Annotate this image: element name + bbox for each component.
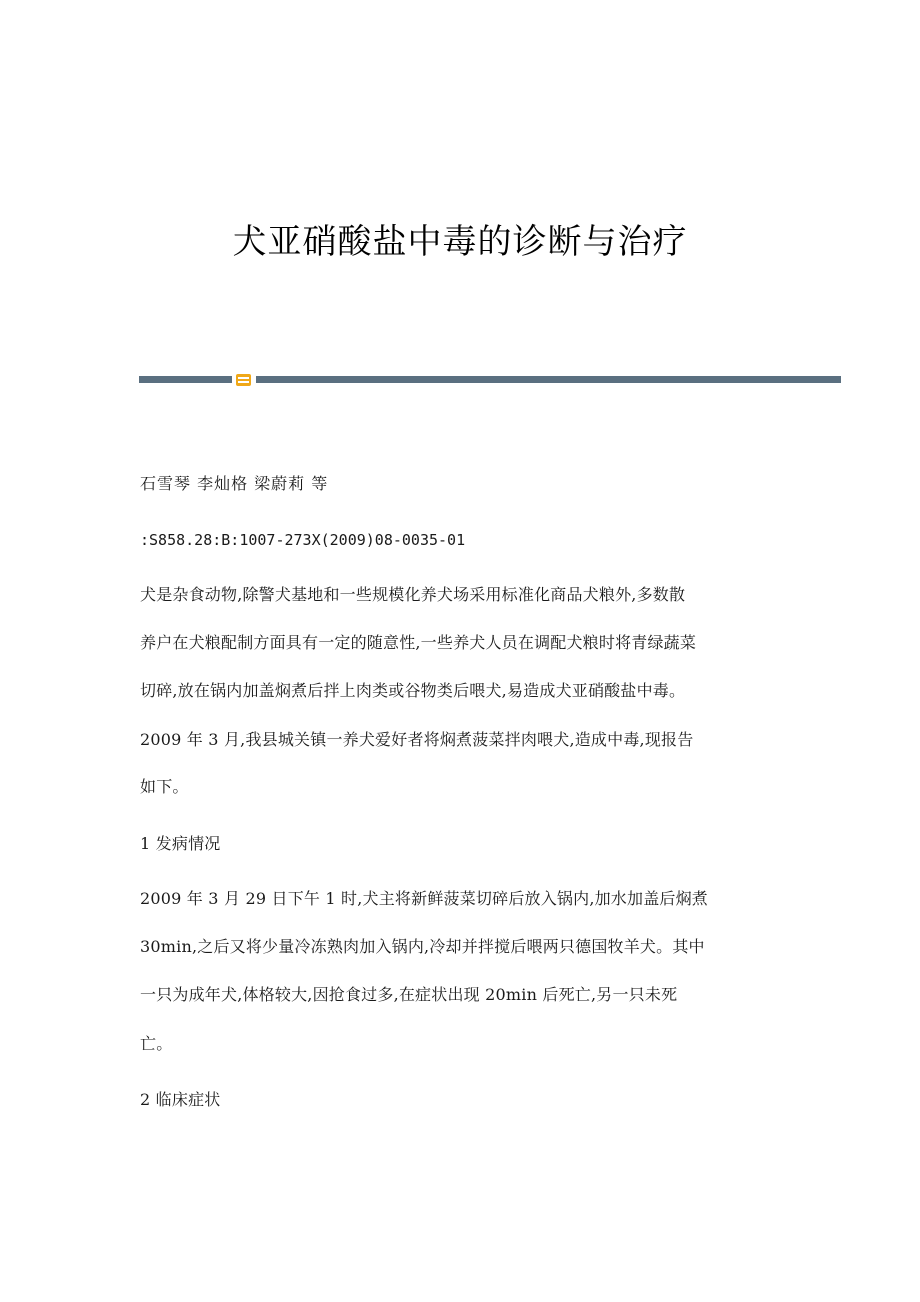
intro-line: 养户在犬粮配制方面具有一定的随意性,一些养犬人员在调配犬粮时将青绿蔬菜 <box>140 633 697 652</box>
section1-line: 30min,之后又将少量冷冻熟肉加入锅内,冷却并拌搅后喂两只德国牧羊犬。其中 <box>140 937 705 956</box>
intro-line: 切碎,放在锅内加盖焖煮后拌上肉类或谷物类后喂犬,易造成犬亚硝酸盐中毒。 <box>140 681 686 700</box>
intro-line: 2009 年 3 月,我县城关镇一养犬爱好者将焖煮菠菜拌肉喂犬,造成中毒,现报告 <box>140 730 694 749</box>
section-heading-1: 1 发病情况 <box>140 834 221 853</box>
intro-line: 犬是杂食动物,除警犬基地和一些规模化养犬场采用标准化商品犬粮外,多数散 <box>140 585 686 604</box>
divider-bar-right <box>256 376 841 383</box>
section1-line: 亡。 <box>140 1034 173 1053</box>
intro-line: 如下。 <box>140 777 189 796</box>
section-heading-2: 2 临床症状 <box>140 1090 221 1109</box>
divider-bar-left <box>139 376 232 383</box>
emblem-stripe <box>238 377 249 379</box>
divider-emblem-icon <box>236 374 251 386</box>
authors-line: 石雪琴 李灿格 梁蔚莉 等 <box>140 474 329 493</box>
document-title: 犬亚硝酸盐中毒的诊断与治疗 <box>232 222 688 262</box>
section1-line: 2009 年 3 月 29 日下午 1 时,犬主将新鲜菠菜切碎后放入锅内,加水加盖后焖煮 <box>140 889 709 908</box>
emblem-stripe <box>238 381 249 383</box>
title-divider <box>139 374 841 386</box>
section1-line: 一只为成年犬,体格较大,因抢食过多,在症状出现 20min 后死亡,另一只未死 <box>140 985 678 1004</box>
classification-code: :S858.28:B:1007-273X(2009)08-0035-01 <box>140 531 466 549</box>
